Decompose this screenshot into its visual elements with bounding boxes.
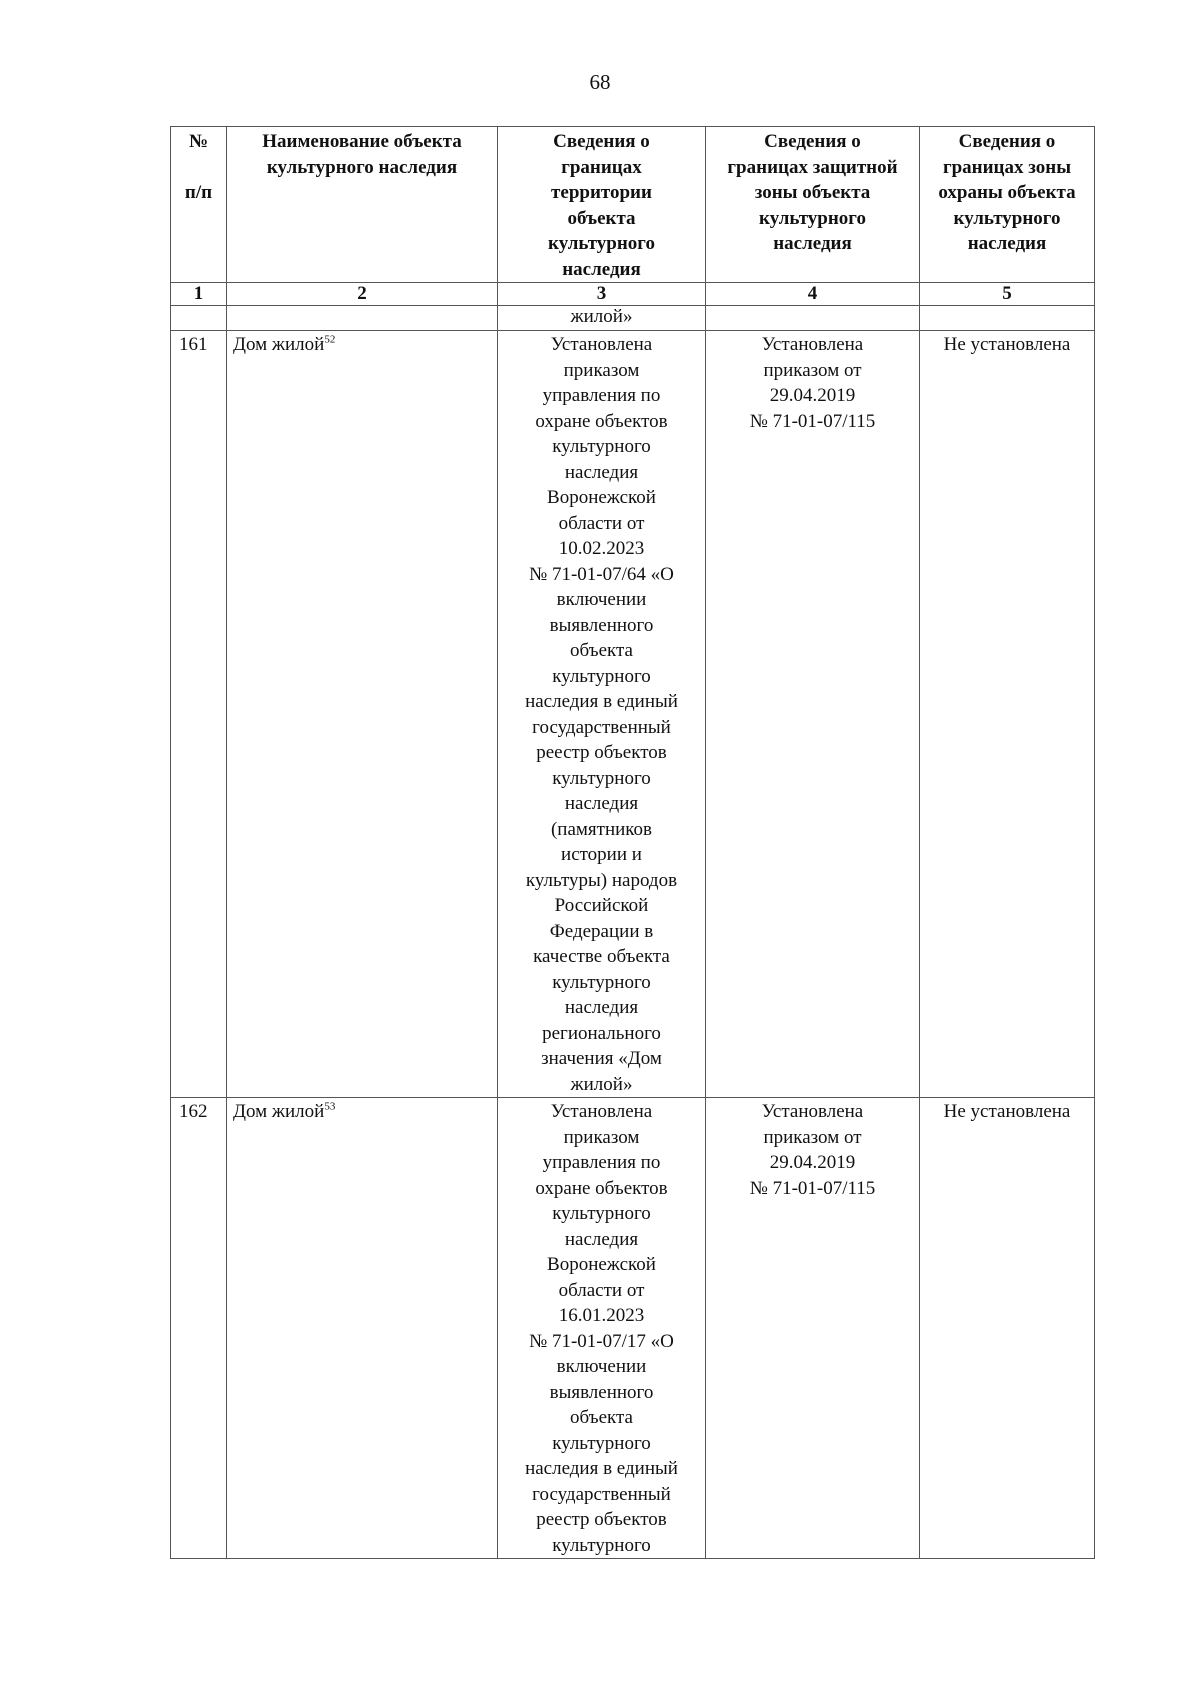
cell-line: области от xyxy=(558,1279,645,1301)
cell-line: объекта xyxy=(570,640,633,661)
cell-line: наследия xyxy=(564,997,639,1018)
cell-line: выявленного xyxy=(549,614,654,636)
cell-line: наследия xyxy=(564,461,639,483)
protective-zone-info xyxy=(706,331,920,1098)
cell-line: культурного xyxy=(552,665,651,687)
object-name-text: Дом жилой xyxy=(233,1101,325,1122)
object-name xyxy=(227,331,498,1098)
cell-line: области от xyxy=(558,512,645,534)
table-row xyxy=(171,331,1095,1098)
cell-line: включении xyxy=(556,589,647,610)
table-row xyxy=(171,1098,1095,1559)
header-row xyxy=(171,127,1095,283)
security-zone-info: Не установлена xyxy=(920,331,1095,1098)
cell-line: культурного xyxy=(552,1534,651,1556)
security-zone-info: Не установлена xyxy=(920,1098,1095,1559)
territory-info xyxy=(498,1098,706,1559)
page-number: 68 xyxy=(589,70,611,94)
cell-line: (памятников xyxy=(550,818,653,840)
cell-line: государственный xyxy=(532,1483,671,1505)
row-number: 161 xyxy=(171,331,227,1098)
cell-line: управления по xyxy=(542,385,661,406)
cell-line: культурного xyxy=(552,1203,651,1224)
row-number: 162 xyxy=(171,1098,227,1559)
cell-line: реестр объектов xyxy=(536,1509,667,1530)
cell-line: Установлена xyxy=(761,1101,864,1122)
cell-line: Воронежской xyxy=(547,487,656,508)
cell-line: Российской xyxy=(554,895,649,916)
table-cell xyxy=(171,306,227,331)
cell-line: культурного xyxy=(552,971,651,993)
header-protective-zone: Сведения о границах защитной зоны объекта культурного наследия xyxy=(706,127,920,283)
cell-line: культурного xyxy=(552,1432,651,1454)
cell-line: приказом xyxy=(563,359,640,381)
cell-line: № 71-01-07/115 xyxy=(749,1177,876,1199)
cell-line: качестве объекта xyxy=(533,946,670,967)
column-number: 2 xyxy=(227,283,498,306)
footnote-ref: 53 xyxy=(324,1100,336,1113)
cell-line: значения «Дом xyxy=(541,1048,662,1069)
cell-line: Воронежской xyxy=(547,1254,656,1275)
cell-line: № 71-01-07/115 xyxy=(749,410,876,432)
cell-line: жилой» xyxy=(570,1073,633,1095)
cell-line: приказом xyxy=(563,1126,640,1148)
column-number-row xyxy=(171,283,1095,306)
header-number xyxy=(171,127,227,283)
cell-line: приказом от xyxy=(763,359,862,381)
cell-line: наследия xyxy=(564,793,639,814)
cell-line: государственный xyxy=(532,716,671,738)
cell-line: культуры) народов xyxy=(525,869,678,891)
cell-line: приказом от xyxy=(763,1126,862,1148)
cell-line: 16.01.2023 xyxy=(558,1305,645,1326)
territory-info xyxy=(498,331,706,1098)
cell-line: 29.04.2019 xyxy=(769,1152,856,1173)
cell-line: истории и xyxy=(561,844,642,865)
cell-line: № 71-01-07/17 «О xyxy=(529,1330,674,1352)
cell-line: включении xyxy=(556,1356,647,1377)
heritage-table xyxy=(170,126,1095,1559)
cell-line: объекта xyxy=(570,1407,633,1428)
cell-line: выявленного xyxy=(549,1381,654,1403)
object-name-text: Дом жилой xyxy=(233,334,325,355)
cell-line: регионального xyxy=(542,1022,661,1044)
cell-line: Установлена xyxy=(761,334,864,355)
cell-line: наследия xyxy=(564,1228,639,1250)
cell-line: 29.04.2019 xyxy=(769,385,856,406)
cell-line: Федерации в xyxy=(549,920,654,942)
table-cell xyxy=(227,306,498,331)
continuation-text: жилой» xyxy=(498,306,706,331)
cell-line: № 71-01-07/64 «О xyxy=(529,563,674,585)
continuation-row xyxy=(171,306,1095,331)
cell-line: Установлена xyxy=(550,334,653,355)
column-number: 3 xyxy=(498,283,706,306)
column-number: 5 xyxy=(920,283,1095,306)
cell-line: наследия в единый xyxy=(525,1458,678,1479)
header-number-symbol: № xyxy=(188,131,209,152)
cell-line: реестр объектов xyxy=(536,742,667,763)
cell-line: охране объектов xyxy=(535,410,668,432)
cell-line: охране объектов xyxy=(535,1177,668,1199)
cell-line: управления по xyxy=(542,1152,661,1173)
table-cell xyxy=(706,306,920,331)
footnote-ref: 52 xyxy=(324,333,336,346)
column-number: 4 xyxy=(706,283,920,306)
protective-zone-info xyxy=(706,1098,920,1559)
column-number: 1 xyxy=(171,283,227,306)
table-cell xyxy=(920,306,1095,331)
header-number-pp: п/п xyxy=(184,181,213,203)
cell-line: наследия в единый xyxy=(525,691,678,712)
cell-line: Установлена xyxy=(550,1101,653,1122)
header-object-name: Наименование объекта культурного наследия xyxy=(227,127,498,283)
header-territory: Сведения о границах территории объекта культурного наследия xyxy=(498,127,706,283)
cell-line: культурного xyxy=(552,436,651,457)
cell-line: 10.02.2023 xyxy=(558,538,645,559)
header-security-zone: Сведения о границах зоны охраны объекта культурного наследия xyxy=(920,127,1095,283)
cell-line: культурного xyxy=(552,767,651,789)
object-name xyxy=(227,1098,498,1559)
